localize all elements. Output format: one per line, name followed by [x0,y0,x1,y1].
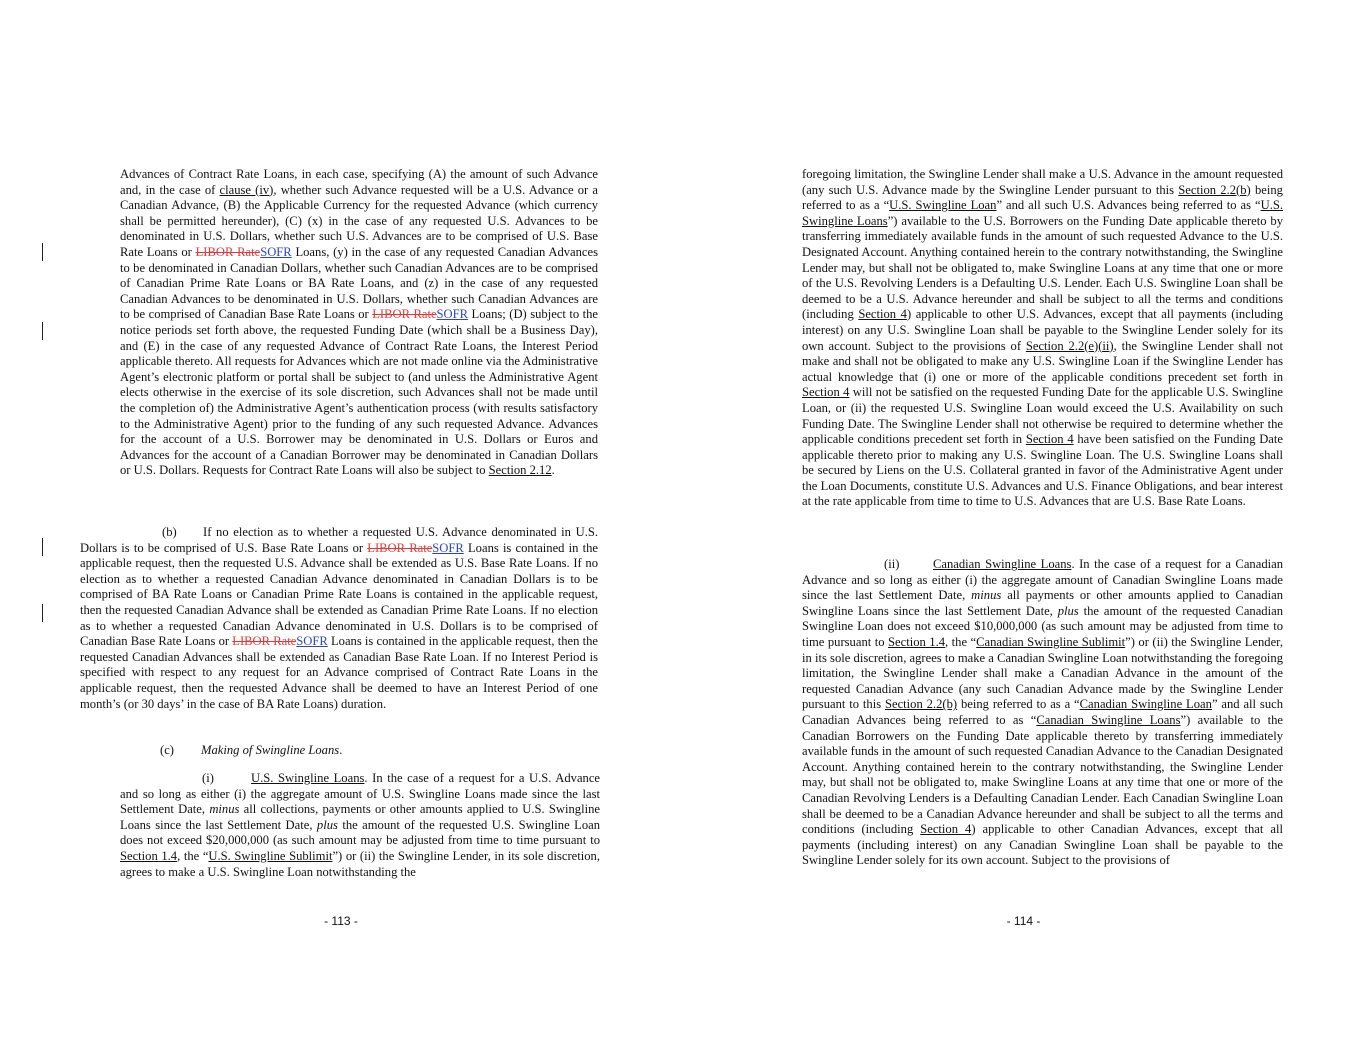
inserted-text: SOFR [432,540,464,555]
section-ref-link[interactable]: Section 1.4 [888,634,946,649]
section-ref-link[interactable]: Section 2.2(e)(ii) [1025,338,1114,353]
paragraph-label: (b) [162,525,177,539]
deleted-text: LIBOR Rate [372,307,437,322]
page-113 [0,0,682,1055]
inserted-text: SOFR [436,307,469,322]
deleted-text: LIBOR Rate [232,634,297,649]
subsection-heading: Canadian Swingline Loans [933,557,1072,571]
change-bar [42,604,43,622]
defined-term: Canadian Swingline Loan [1079,697,1212,712]
section-ref-link[interactable]: Section 1.4 [120,848,178,863]
paragraph-label: (c) [160,743,174,757]
inserted-text: SOFR [260,244,292,259]
defined-term: Canadian Swingline Sublimit [976,634,1126,649]
deleted-text: LIBOR Rate [367,540,433,555]
subsection-heading: U.S. Swingline Loans [251,771,365,785]
section-ref-link[interactable]: Section 2.12 [488,463,552,478]
inserted-text: SOFR [296,634,328,649]
defined-term: U.S. Swingline Loan [889,198,997,213]
clause-ref-link[interactable]: clause (iv) [219,182,274,197]
defined-term: U.S. Swingline Loans [802,198,1283,228]
section-ref-link[interactable]: Section 4 [858,307,907,322]
paragraph-b: (b) If no election as to whether a requested U.S. Advance denominated in U.S. Dollars is to be comprised of U.S. Base Rate Loans or LIBOR RateSOFR Loans is contained in the applicable request, then the requested U.S. Advance shall be extended as U.S. Base Rate Loans. If no election as to whether a requested Canadian Advance denominated in Canadian Dollars is to be comprised of BA Rate Loans or Canadian Prime Rate Loans is contained in the applicable request, then the requested Canadian Advance shall be extended as Canadian Prime Rate Loans. If no election as to whether a requested Canadian Advance denominated in U.S. Dollars is to be comprised of Canadian Base Rate Loans or LIBOR RateSOFR Loans is contained in the applicable request, then the requested Canadian Advances shall be extended as Canadian Base Rate Loan. If no Interest Period is specified with respect to any request for an Advance comprised of Contract Rate Loans in the applicable request, then the requested Advance shall be deemed to have an Interest Period of one month’s (or 30 days’ in the case of BA Rate Loans) duration. [80,525,598,711]
section-ref-link[interactable]: Section 4 [1025,432,1074,447]
paragraph-ii: (ii) Canadian Swingline Loans. In the case of a request for a Canadian Advance and so long as either (i) the aggregate amount of Canadian Swingline Loans made since the last Settlement Date, minus all payments or other amounts applied to Canadian Swingline Loans since the last Settlement Date, plus the amount of the requested Canadian Swingline Loan does not exceed $10,000,000 (as such amount may be adjusted from time to time pursuant to Section 1.4, the “Canadian Swingline Sublimit”) or (ii) the Swingline Lender, in its sole discretion, agrees to make a Canadian Swingline Loan notwithstanding the foregoing limitation, the Swingline Lender shall make a Canadian Advance in the amount of the requested Canadian Advance (any such Canadian Advance made by the Swingline Lender pursuant to this Section 2.2(b) being referred to as a “Canadian Swingline Loan” and all such Canadian Advances being referred to as “Canadian Swingline Loans”) available to the Canadian Borrowers on the Funding Date applicable thereto by transferring immediately available funds in the amount of such requested Canadian Advance to the Canadian Designated Account. Anything contained herein to the contrary notwithstanding, the Swingline Lender may, but shall not be obligated to, make Swingline Loans at any time that one or more of the Canadian Revolving Lenders is a Defaulting Canadian Lender. Each Canadian Swingline Loan shall be deemed to be a Canadian Advance hereunder and shall be subject to all the terms and conditions (including Section 4) applicable to other Canadian Advances, except that all payments (including interest) on any Canadian Swingline Loan shall be payable to the Swingline Lender solely for its own account. Subject to the provisions of [802,557,1284,868]
paragraph-continuation: Advances of Contract Rate Loans, in each case, specifying (A) the amount of such Advance and, in the case of clause (iv), whether such Advance requested will be a U.S. Advance or a Canadian Advance, (B) the Applicable Currency for the requested Advance (which currency shall be permitted hereunder), (C) (x) in the case of any requested U.S. Advances to be denominated in U.S. Dollars, whether such U.S. Advances are to be comprised of U.S. Base Rate Loans or LIBOR RateSOFR Loans, (y) in the case of any requested Canadian Advances to be denominated in Canadian Dollars, whether such Canadian Advances are to be comprised of Canadian Prime Rate Loans or BA Rate Loans, and (z) in the case of any requested Canadian Advances to be denominated in U.S. Dollars, whether such Canadian Advances are to be comprised of Canadian Base Rate Loans or LIBOR RateSOFR Loans; (D) subject to the notice periods set forth above, the requested Funding Date (which shall be a Business Day), and (E) in the case of any requested Advance of Contract Rate Loans, the Interest Period applicable thereto. All requests for Advances which are not made online via the Administrative Agent’s electronic platform or portal shall be subject to (and unless the Administrative Agent elects otherwise in the exercise of its sole discretion, such Advances shall not be made until the completion of) the Administrative Agent’s authentication process (with results satisfactory to the Administrative Agent) prior to the funding of any such requested Advance. Advances for the account of a U.S. Borrower may be denominated in U.S. Dollars or Euros and Advances for the account of a Canadian Borrower may be denominated in Canadian Dollars or U.S. Dollars. Requests for Contract Rate Loans will also be subject to Section 2.12. [120,167,599,478]
change-bar [42,538,43,556]
defined-term: U.S. Swingline Sublimit [208,848,333,863]
section-ref-link[interactable]: Section 4 [920,822,972,837]
paragraph-label: (i) [202,771,214,785]
page-number: - 114 - [1006,914,1041,928]
paragraph-i: (i) U.S. Swingline Loans. In the case of a request for a U.S. Advance and so long as either (i) the aggregate amount of U.S. Swingline Loans made since the last Settlement Date, minus all collections, payments or other amounts applied to U.S. Swingline Loans since the last Settlement Date, plus the amount of the requested U.S. Swingline Loan does not exceed $20,000,000 (as such amount may be adjusted from time to time pursuant to Section 1.4, the “U.S. Swingline Sublimit”) or (ii) the Swingline Lender, in its sole discretion, agrees to make a U.S. Swingline Loan notwithstanding the [120,771,601,879]
deleted-text: LIBOR Rate [195,244,261,259]
section-ref-link[interactable]: Section 4 [802,385,850,400]
section-heading: Making of Swingline Loans [201,743,340,757]
paragraph-continuation: foregoing limitation, the Swingline Lender shall make a U.S. Advance in the amount requested (any such U.S. Advance made by the Swingline Lender pursuant to this Section 2.2(b) being referred to as a “U.S. Swingline Loan” and all such U.S. Advances being referred to as “U.S. Swingline Loans”) available to the U.S. Borrowers on the Funding Date applicable thereto by transferring immediately available funds in the amount of such requested Advance to the U.S. Designated Account. Anything contained herein to the contrary notwithstanding, the Swingline Lender may, but shall not be obligated to, make Swingline Loans at any time that one or more of the U.S. Revolving Lenders is a Defaulting U.S. Lender. Each U.S. Swingline Loan shall be deemed to be a U.S. Advance hereunder and shall be subject to all the terms and conditions (including Section 4) applicable to other U.S. Advances, except that all payments (including interest) on any U.S. Swingline Loan shall be payable to the Swingline Lender solely for its own account. Subject to the provisions of Section 2.2(e)(ii), the Swingline Lender shall not make and shall not be obligated to make any U.S. Swingline Loan if the Swingline Lender has actual knowledge that (i) one or more of the applicable conditions precedent set forth in Section 4 will not be satisfied on the requested Funding Date for the applicable U.S. Swingline Loan, or (ii) the requested U.S. Swingline Loan would exceed the U.S. Availability on such Funding Date. The Swingline Lender shall not otherwise be required to determine whether the applicable conditions precedent set forth in Section 4 have been satisfied on the Funding Date applicable thereto prior to making any U.S. Swingline Loan. The U.S. Swingline Loans shall be secured by Liens on the U.S. Collateral granted in favor of the Administrative Agent under the Loan Documents, constitute U.S. Advances and U.S. Finance Obligations, and bear interest at the rate applicable from time to time to U.S. Advances that are U.S. Base Rate Loans. [802,167,1284,509]
section-ref-link[interactable]: Section 2.2(b) [1178,182,1251,197]
paragraph-label: (ii) [884,557,900,571]
defined-term: Canadian Swingline Loans [1036,712,1181,727]
change-bar [42,322,43,340]
page-number: - 113 - [324,914,358,928]
section-ref-link[interactable]: Section 2.2(b) [885,697,958,712]
page-114 [682,0,1365,1055]
change-bar [42,243,43,261]
paragraph-c-heading: (c) Making of Swingline Loans. [160,743,343,757]
